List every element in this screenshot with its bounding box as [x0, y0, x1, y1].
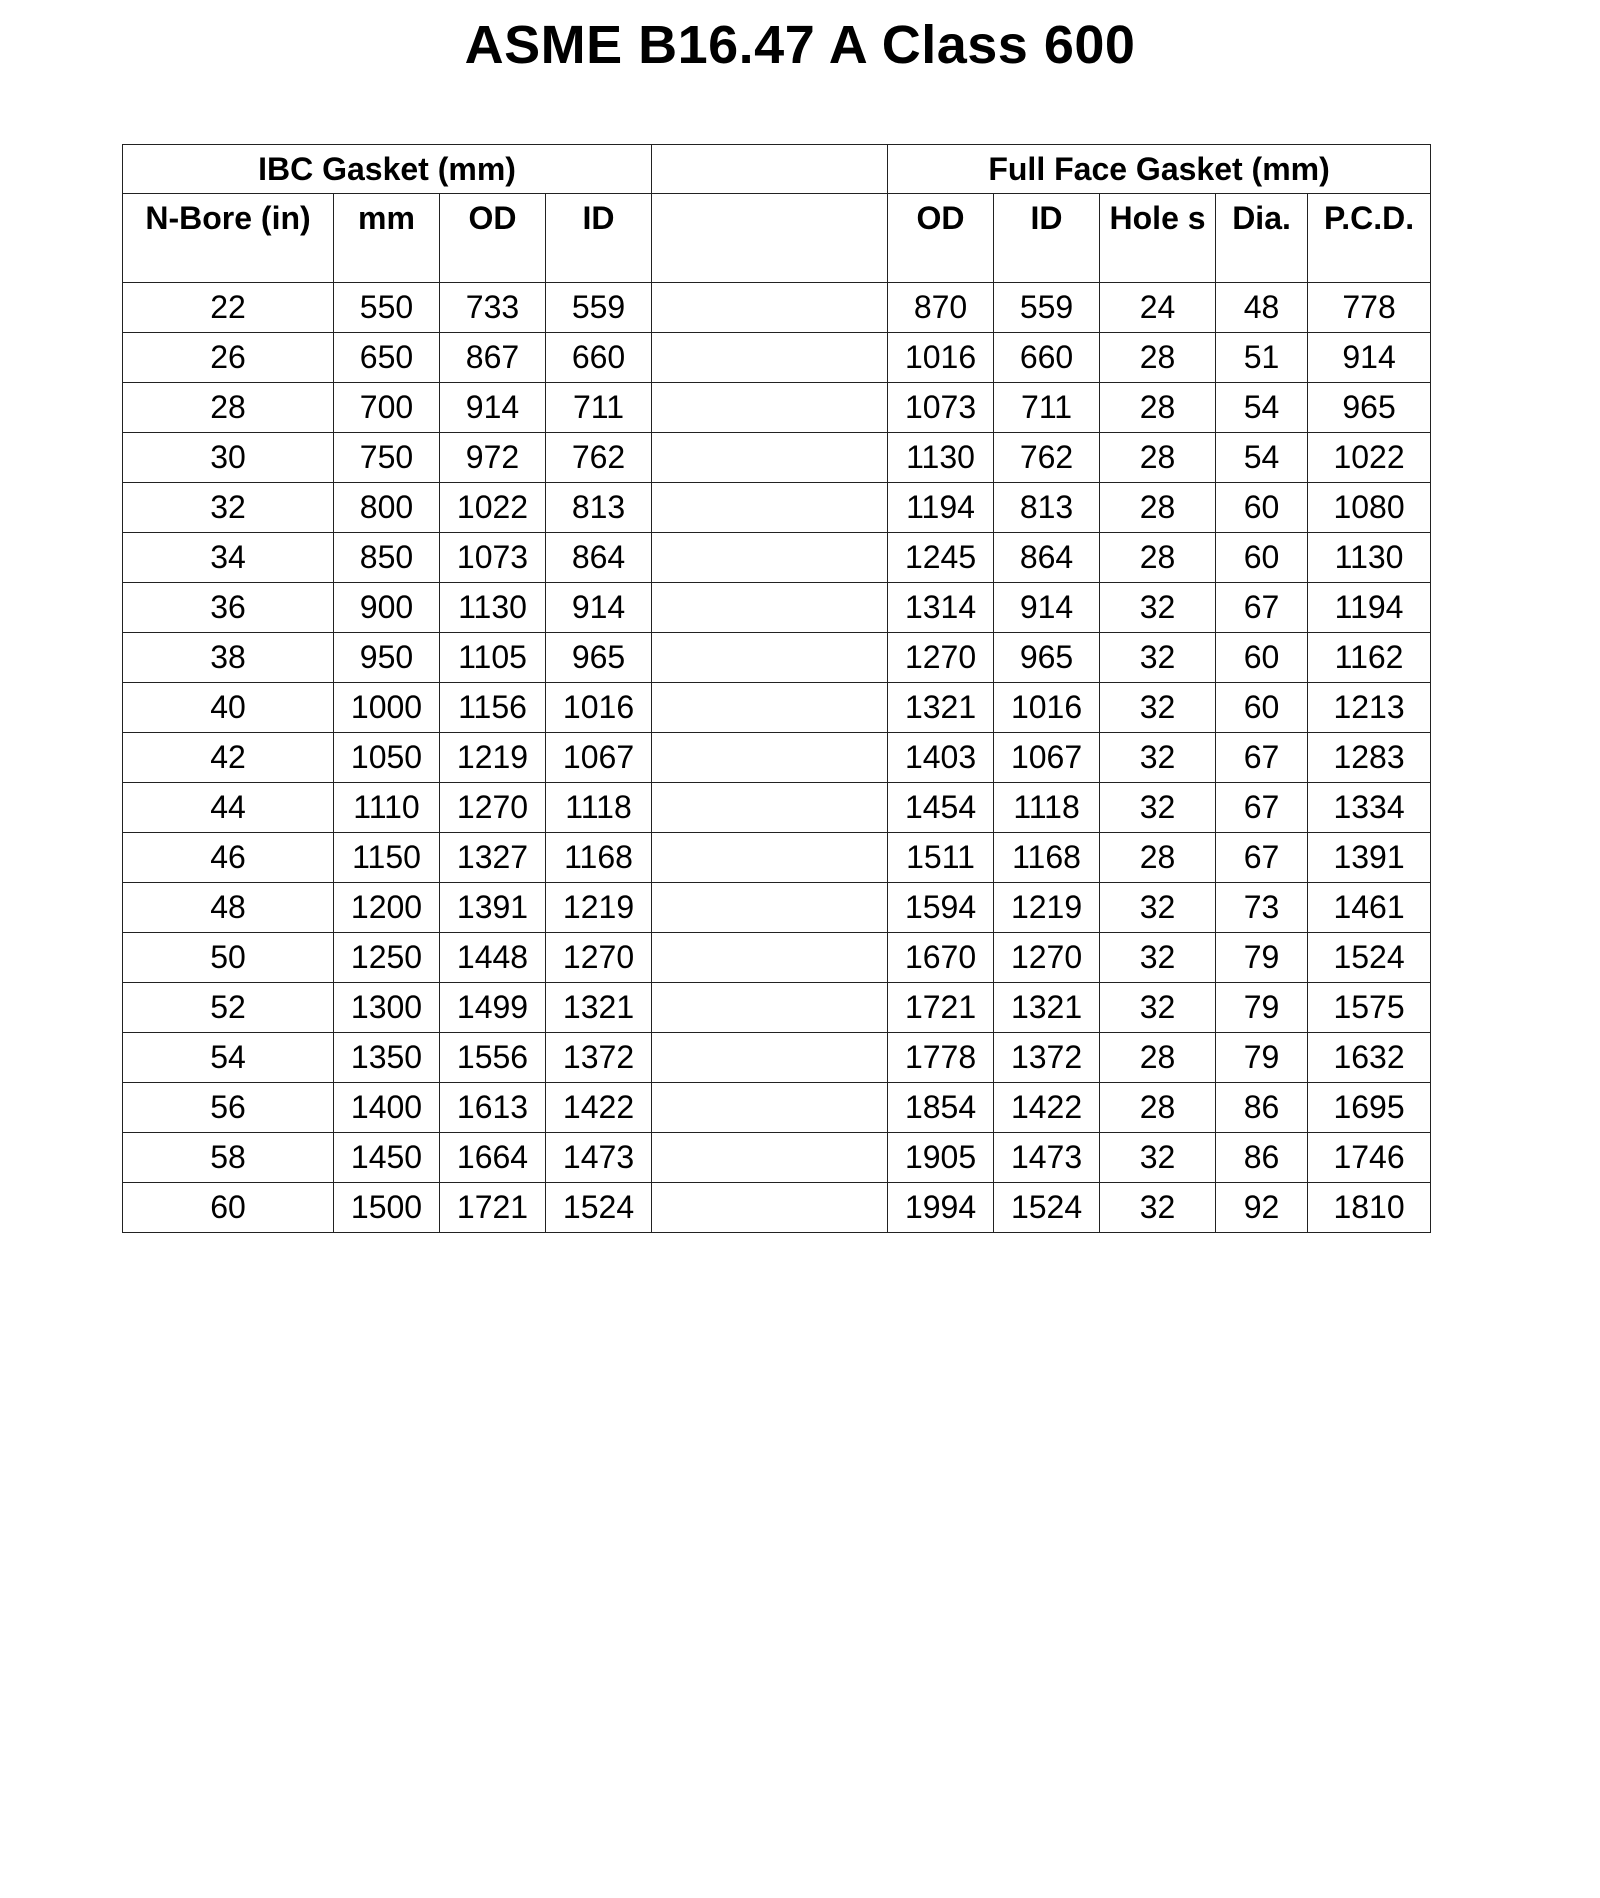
dia-cell: 48 [1216, 283, 1308, 333]
ibc-id-cell: 914 [546, 583, 652, 633]
ff-od-cell: 1314 [888, 583, 994, 633]
table-row [123, 1033, 1431, 1083]
ff-id-cell: 1168 [994, 833, 1100, 883]
pcd-cell: 1391 [1308, 833, 1431, 883]
dia-cell: 92 [1216, 1183, 1308, 1233]
holes-cell: 28 [1100, 333, 1216, 383]
holes-cell: 32 [1100, 883, 1216, 933]
mm-cell: 1450 [334, 1133, 440, 1183]
holes-cell: 28 [1100, 1083, 1216, 1133]
mm-cell: 700 [334, 383, 440, 433]
ff-id-cell: 1118 [994, 783, 1100, 833]
table-row [123, 883, 1431, 933]
table-row [123, 633, 1431, 683]
ibc-od-cell: 1073 [440, 533, 546, 583]
ibc-od-cell: 867 [440, 333, 546, 383]
ff-id-cell: 1270 [994, 933, 1100, 983]
pcd-cell: 1461 [1308, 883, 1431, 933]
ibc-id-cell: 1524 [546, 1183, 652, 1233]
ff-id-cell: 1067 [994, 733, 1100, 783]
nbore-cell: 32 [123, 483, 334, 533]
spacer-cell [652, 833, 888, 883]
dia-cell: 79 [1216, 933, 1308, 983]
pcd-cell: 1194 [1308, 583, 1431, 633]
table-row [123, 733, 1431, 783]
nbore-header: N-Bore (in) [123, 194, 334, 283]
holes-cell: 24 [1100, 283, 1216, 333]
mm-cell: 900 [334, 583, 440, 633]
pcd-cell: 1130 [1308, 533, 1431, 583]
mm-cell: 1400 [334, 1083, 440, 1133]
ibc-id-cell: 559 [546, 283, 652, 333]
ff-od-cell: 1905 [888, 1133, 994, 1183]
nbore-cell: 48 [123, 883, 334, 933]
holes-cell: 32 [1100, 1133, 1216, 1183]
mm-cell: 1000 [334, 683, 440, 733]
ibc-od-cell: 1022 [440, 483, 546, 533]
mm-cell: 850 [334, 533, 440, 583]
holes-cell: 28 [1100, 533, 1216, 583]
table-row [123, 683, 1431, 733]
dia-cell: 60 [1216, 683, 1308, 733]
ibc-od-cell: 1270 [440, 783, 546, 833]
ibc-od-cell: 1499 [440, 983, 546, 1033]
ff-id-cell: 762 [994, 433, 1100, 483]
holes-cell: 32 [1100, 933, 1216, 983]
ibc-id-cell: 1168 [546, 833, 652, 883]
ibc-id-cell: 711 [546, 383, 652, 433]
ff-od-cell: 1403 [888, 733, 994, 783]
ibc-id-cell: 1473 [546, 1133, 652, 1183]
table-row [123, 1183, 1431, 1233]
ibc-od-header: OD [440, 194, 546, 283]
ibc-od-cell: 1327 [440, 833, 546, 883]
pcd-cell: 1524 [1308, 933, 1431, 983]
nbore-cell: 44 [123, 783, 334, 833]
holes-cell: 32 [1100, 783, 1216, 833]
spacer-cell [652, 1083, 888, 1133]
ff-od-cell: 1245 [888, 533, 994, 583]
nbore-cell: 60 [123, 1183, 334, 1233]
ff-id-cell: 1219 [994, 883, 1100, 933]
spacer-cell [652, 1133, 888, 1183]
group-header-row [123, 145, 1431, 194]
ibc-id-cell: 1372 [546, 1033, 652, 1083]
nbore-cell: 52 [123, 983, 334, 1033]
spacer-cell [652, 633, 888, 683]
mm-cell: 950 [334, 633, 440, 683]
mm-cell: 1200 [334, 883, 440, 933]
ibc-id-cell: 1067 [546, 733, 652, 783]
holes-cell: 32 [1100, 733, 1216, 783]
ibc-od-cell: 914 [440, 383, 546, 433]
holes-cell: 28 [1100, 383, 1216, 433]
table-row [123, 983, 1431, 1033]
ff-od-cell: 1270 [888, 633, 994, 683]
nbore-cell: 54 [123, 1033, 334, 1083]
nbore-cell: 46 [123, 833, 334, 883]
ff-id-cell: 1473 [994, 1133, 1100, 1183]
ibc-od-cell: 1156 [440, 683, 546, 733]
spacer-cell [652, 333, 888, 383]
gasket-table [122, 144, 1431, 1233]
spacer-cell [652, 883, 888, 933]
dia-cell: 60 [1216, 483, 1308, 533]
ff-id-cell: 1422 [994, 1083, 1100, 1133]
ff-od-cell: 1511 [888, 833, 994, 883]
ibc-od-cell: 1613 [440, 1083, 546, 1133]
ibc-od-cell: 1105 [440, 633, 546, 683]
ff-id-cell: 1016 [994, 683, 1100, 733]
ff-id-cell: 914 [994, 583, 1100, 633]
nbore-cell: 50 [123, 933, 334, 983]
ff-id-cell: 660 [994, 333, 1100, 383]
spacer-cell [652, 145, 888, 194]
ibc-id-cell: 660 [546, 333, 652, 383]
ibc-id-cell: 1422 [546, 1083, 652, 1133]
holes-cell: 28 [1100, 1033, 1216, 1083]
ibc-id-cell: 1016 [546, 683, 652, 733]
dia-cell: 86 [1216, 1083, 1308, 1133]
spacer-cell [652, 483, 888, 533]
pcd-cell: 1213 [1308, 683, 1431, 733]
ibc-id-cell: 864 [546, 533, 652, 583]
spacer-cell [652, 533, 888, 583]
table-row [123, 533, 1431, 583]
dia-cell: 73 [1216, 883, 1308, 933]
dia-cell: 67 [1216, 783, 1308, 833]
ibc-gasket-group-header: IBC Gasket (mm) [123, 145, 652, 194]
ff-od-cell: 1778 [888, 1033, 994, 1083]
ff-id-cell: 1321 [994, 983, 1100, 1033]
ibc-od-cell: 1130 [440, 583, 546, 633]
mm-cell: 1050 [334, 733, 440, 783]
nbore-cell: 30 [123, 433, 334, 483]
nbore-cell: 28 [123, 383, 334, 433]
dia-cell: 60 [1216, 633, 1308, 683]
nbore-cell: 42 [123, 733, 334, 783]
ff-od-cell: 1670 [888, 933, 994, 983]
pcd-cell: 1334 [1308, 783, 1431, 833]
spacer-cell [652, 383, 888, 433]
mm-cell: 1300 [334, 983, 440, 1033]
ibc-od-cell: 1219 [440, 733, 546, 783]
ff-id-header: ID [994, 194, 1100, 283]
table-row [123, 333, 1431, 383]
mm-cell: 1350 [334, 1033, 440, 1083]
spacer-cell [652, 433, 888, 483]
table-row [123, 1133, 1431, 1183]
spacer-cell [652, 1183, 888, 1233]
table-row [123, 383, 1431, 433]
nbore-cell: 56 [123, 1083, 334, 1133]
spacer-cell [652, 583, 888, 633]
mm-cell: 1250 [334, 933, 440, 983]
ibc-od-cell: 1556 [440, 1033, 546, 1083]
spacer-cell [652, 933, 888, 983]
dia-cell: 54 [1216, 433, 1308, 483]
ff-od-cell: 1594 [888, 883, 994, 933]
mm-cell: 1150 [334, 833, 440, 883]
table-row [123, 583, 1431, 633]
spacer-cell [652, 983, 888, 1033]
ff-od-cell: 1321 [888, 683, 994, 733]
ff-od-cell: 870 [888, 283, 994, 333]
pcd-cell: 1162 [1308, 633, 1431, 683]
table-row [123, 1083, 1431, 1133]
ff-od-cell: 1994 [888, 1183, 994, 1233]
pcd-cell: 1746 [1308, 1133, 1431, 1183]
ibc-id-cell: 965 [546, 633, 652, 683]
ff-id-cell: 813 [994, 483, 1100, 533]
ff-od-cell: 1721 [888, 983, 994, 1033]
pcd-cell: 914 [1308, 333, 1431, 383]
dia-cell: 67 [1216, 733, 1308, 783]
ff-id-cell: 559 [994, 283, 1100, 333]
ff-id-cell: 965 [994, 633, 1100, 683]
nbore-cell: 36 [123, 583, 334, 633]
ibc-id-cell: 813 [546, 483, 652, 533]
holes-cell: 28 [1100, 433, 1216, 483]
ibc-id-cell: 1118 [546, 783, 652, 833]
dia-cell: 86 [1216, 1133, 1308, 1183]
nbore-cell: 34 [123, 533, 334, 583]
nbore-cell: 26 [123, 333, 334, 383]
ibc-id-header: ID [546, 194, 652, 283]
ff-id-cell: 1372 [994, 1033, 1100, 1083]
spacer-cell [652, 683, 888, 733]
table-row [123, 833, 1431, 883]
ff-od-cell: 1854 [888, 1083, 994, 1133]
spacer-cell [652, 1033, 888, 1083]
ibc-od-cell: 1664 [440, 1133, 546, 1183]
ibc-id-cell: 1321 [546, 983, 652, 1033]
column-header-row [123, 194, 1431, 283]
dia-cell: 79 [1216, 1033, 1308, 1083]
dia-cell: 54 [1216, 383, 1308, 433]
holes-cell: 32 [1100, 983, 1216, 1033]
ibc-id-cell: 1219 [546, 883, 652, 933]
pcd-cell: 965 [1308, 383, 1431, 433]
table-row [123, 283, 1431, 333]
pcd-cell: 1283 [1308, 733, 1431, 783]
holes-cell: 28 [1100, 483, 1216, 533]
spacer-cell [652, 783, 888, 833]
table-row [123, 783, 1431, 833]
spacer-cell [652, 283, 888, 333]
holes-cell: 32 [1100, 683, 1216, 733]
ff-od-header: OD [888, 194, 994, 283]
holes-cell: 32 [1100, 1183, 1216, 1233]
ff-od-cell: 1130 [888, 433, 994, 483]
pcd-cell: 778 [1308, 283, 1431, 333]
ff-od-cell: 1194 [888, 483, 994, 533]
full-face-gasket-group-header: Full Face Gasket (mm) [888, 145, 1431, 194]
spacer-cell [652, 194, 888, 283]
mm-cell: 650 [334, 333, 440, 383]
pcd-cell: 1632 [1308, 1033, 1431, 1083]
page-title: ASME B16.47 A Class 600 [464, 15, 1136, 75]
dia-cell: 51 [1216, 333, 1308, 383]
ibc-od-cell: 972 [440, 433, 546, 483]
ff-id-cell: 711 [994, 383, 1100, 433]
holes-cell: 32 [1100, 583, 1216, 633]
nbore-cell: 38 [123, 633, 334, 683]
ibc-od-cell: 1721 [440, 1183, 546, 1233]
ff-od-cell: 1454 [888, 783, 994, 833]
ff-od-cell: 1016 [888, 333, 994, 383]
holes-cell: 32 [1100, 633, 1216, 683]
ibc-id-cell: 762 [546, 433, 652, 483]
ibc-od-cell: 1448 [440, 933, 546, 983]
mm-cell: 1500 [334, 1183, 440, 1233]
dia-cell: 79 [1216, 983, 1308, 1033]
ibc-id-cell: 1270 [546, 933, 652, 983]
table-row [123, 933, 1431, 983]
pcd-cell: 1022 [1308, 433, 1431, 483]
holes-cell: 28 [1100, 833, 1216, 883]
pcd-cell: 1695 [1308, 1083, 1431, 1133]
nbore-cell: 58 [123, 1133, 334, 1183]
table-row [123, 483, 1431, 533]
nbore-cell: 22 [123, 283, 334, 333]
dia-header: Dia. [1216, 194, 1308, 283]
pcd-header: P.C.D. [1308, 194, 1431, 283]
ff-id-cell: 864 [994, 533, 1100, 583]
ibc-od-cell: 1391 [440, 883, 546, 933]
pcd-cell: 1080 [1308, 483, 1431, 533]
mm-header: mm [334, 194, 440, 283]
spacer-cell [652, 733, 888, 783]
pcd-cell: 1810 [1308, 1183, 1431, 1233]
ff-od-cell: 1073 [888, 383, 994, 433]
holes-header: Hole s [1100, 194, 1216, 283]
ff-id-cell: 1524 [994, 1183, 1100, 1233]
mm-cell: 750 [334, 433, 440, 483]
nbore-cell: 40 [123, 683, 334, 733]
ibc-od-cell: 733 [440, 283, 546, 333]
dia-cell: 60 [1216, 533, 1308, 583]
pcd-cell: 1575 [1308, 983, 1431, 1033]
mm-cell: 800 [334, 483, 440, 533]
dia-cell: 67 [1216, 583, 1308, 633]
table-row [123, 433, 1431, 483]
dia-cell: 67 [1216, 833, 1308, 883]
mm-cell: 1110 [334, 783, 440, 833]
mm-cell: 550 [334, 283, 440, 333]
